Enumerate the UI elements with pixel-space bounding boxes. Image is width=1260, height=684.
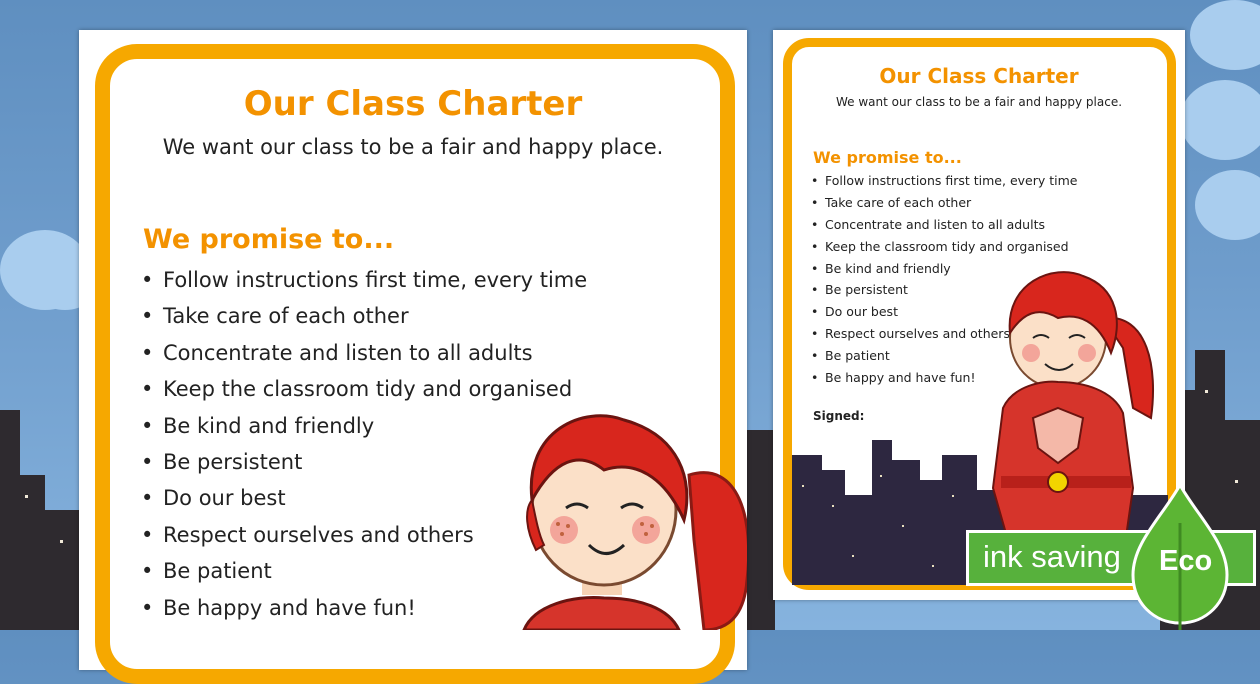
list-item: • Take care of each other xyxy=(811,192,1077,214)
list-item: • Be patient xyxy=(141,553,587,589)
signed-label: Signed: xyxy=(813,409,865,423)
charter-subtitle: We want our class to be a fair and happy place. xyxy=(162,135,664,159)
list-item: • Keep the classroom tidy and organised xyxy=(141,371,587,407)
list-item: • Be kind and friendly xyxy=(811,258,1077,280)
list-item: • Be happy and have fun! xyxy=(141,590,587,626)
promise-heading: We promise to... xyxy=(143,224,395,255)
list-item: • Respect ourselves and others xyxy=(811,323,1077,345)
list-item: • Follow instructions first time, every time xyxy=(141,262,587,298)
list-item: • Be kind and friendly xyxy=(141,408,587,444)
list-item: • Do our best xyxy=(141,480,587,516)
charter-title-preview: Our Class Charter xyxy=(879,64,1079,88)
superhero-girl-icon xyxy=(464,380,747,630)
ink-saving-label: ink saving xyxy=(983,539,1121,574)
charter-content-large xyxy=(79,0,747,630)
list-item: • Take care of each other xyxy=(141,298,587,334)
list-item: • Be happy and have fun! xyxy=(811,367,1077,389)
cloud xyxy=(1195,170,1260,240)
list-item: • Be patient xyxy=(811,345,1077,367)
list-item: • Be persistent xyxy=(141,444,587,480)
list-item: • Concentrate and listen to all adults xyxy=(811,214,1077,236)
list-item: • Respect ourselves and others xyxy=(141,517,587,553)
list-item: • Keep the classroom tidy and organised xyxy=(811,236,1077,258)
charter-title: Our Class Charter xyxy=(243,84,583,124)
list-item: • Concentrate and listen to all adults xyxy=(141,335,587,371)
cloud xyxy=(1180,80,1260,160)
eco-label: Eco xyxy=(1159,545,1213,577)
list-item: • Be persistent xyxy=(811,279,1077,301)
charter-subtitle-preview: We want our class to be a fair and happy place. xyxy=(835,95,1123,109)
cloud xyxy=(1190,0,1260,70)
list-item: • Follow instructions first time, every time xyxy=(811,170,1077,192)
list-item: • Do our best xyxy=(811,301,1077,323)
promise-heading-preview: We promise to... xyxy=(813,148,962,167)
eco-ink-saving-badge xyxy=(966,483,1260,630)
